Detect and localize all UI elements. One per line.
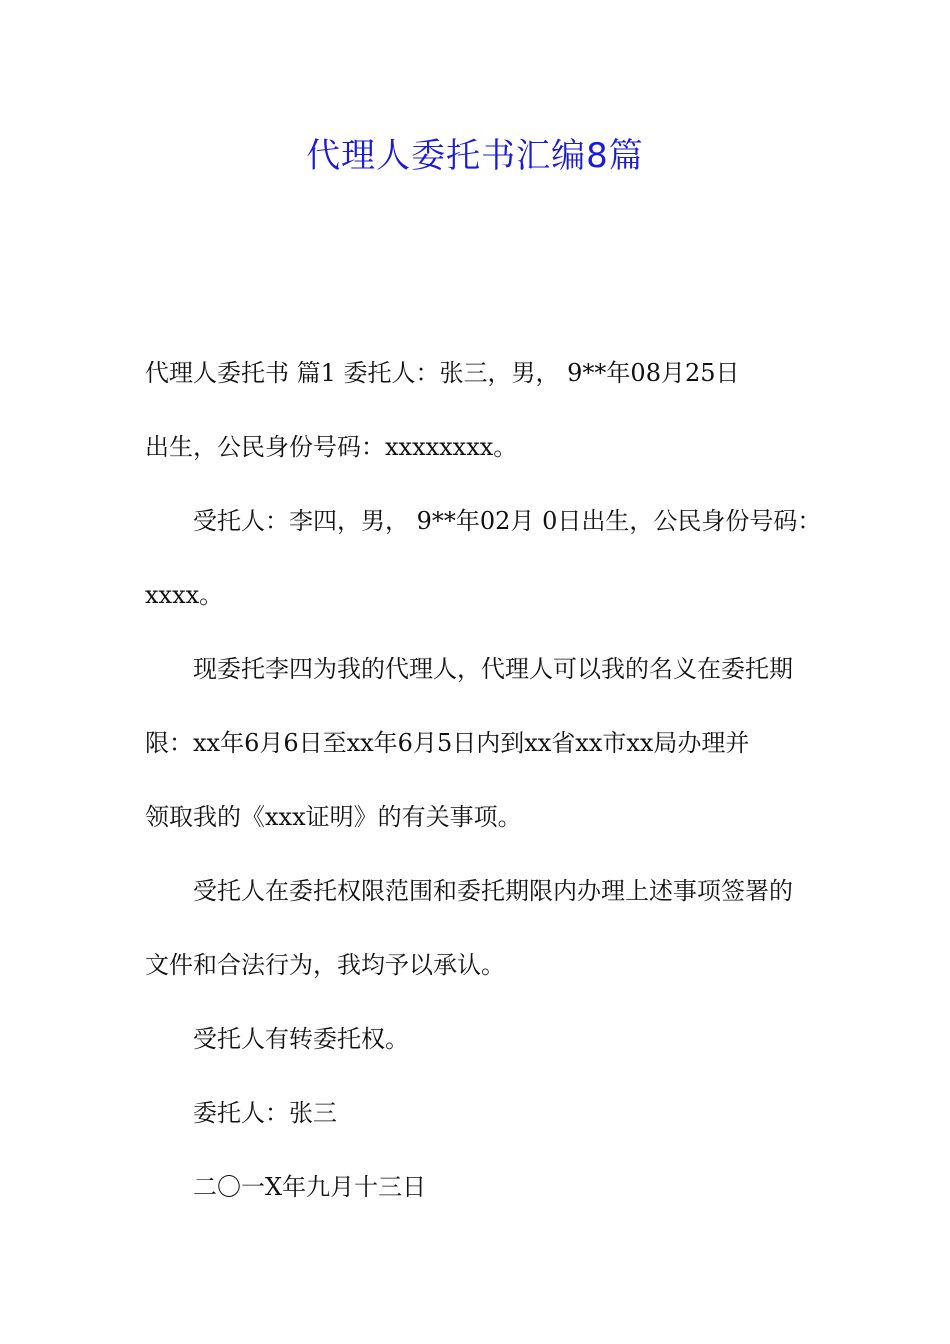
paragraph-line: 出生，公民身份号码：xxxxxxxx。 [145,433,518,461]
paragraph-line: xxxx。 [145,581,224,609]
paragraph-principal [145,336,815,484]
paragraph-line: 委托人：张三 [193,1099,337,1127]
paragraph-line: 二〇一X年九月十三日 [193,1173,427,1201]
paragraph-line: 现委托李四为我的代理人，代理人可以我的名义在委托期 [193,655,793,683]
paragraph-acknowledgement [145,854,815,1002]
paragraph-agent [145,484,822,632]
paragraph-line: 文件和合法行为，我均予以承认。 [145,951,505,979]
document-title: 代理人委托书汇编8篇 [306,136,644,176]
paragraph-line: 受托人：李四，男， 9**年02月 0日出生，公民身份号码： [193,507,822,535]
document-body [145,336,822,1224]
paragraph-line: 限：xx年6月6日至xx年6月5日内到xx省xx市xx局办理并 [145,729,750,757]
paragraph-line: 领取我的《xxx证明》的有关事项。 [145,803,522,831]
paragraph-subdelegation [145,1002,815,1076]
paragraph-authorization [145,632,815,854]
paragraph-line: 受托人在委托权限范围和委托期限内办理上述事项签署的 [193,877,793,905]
paragraph-line: 代理人委托书 篇1 委托人：张三，男， 9**年08月25日 [145,359,740,387]
date-line [145,1150,815,1224]
paragraph-line: 受托人有转委托权。 [193,1025,409,1053]
signature-line [145,1076,815,1150]
